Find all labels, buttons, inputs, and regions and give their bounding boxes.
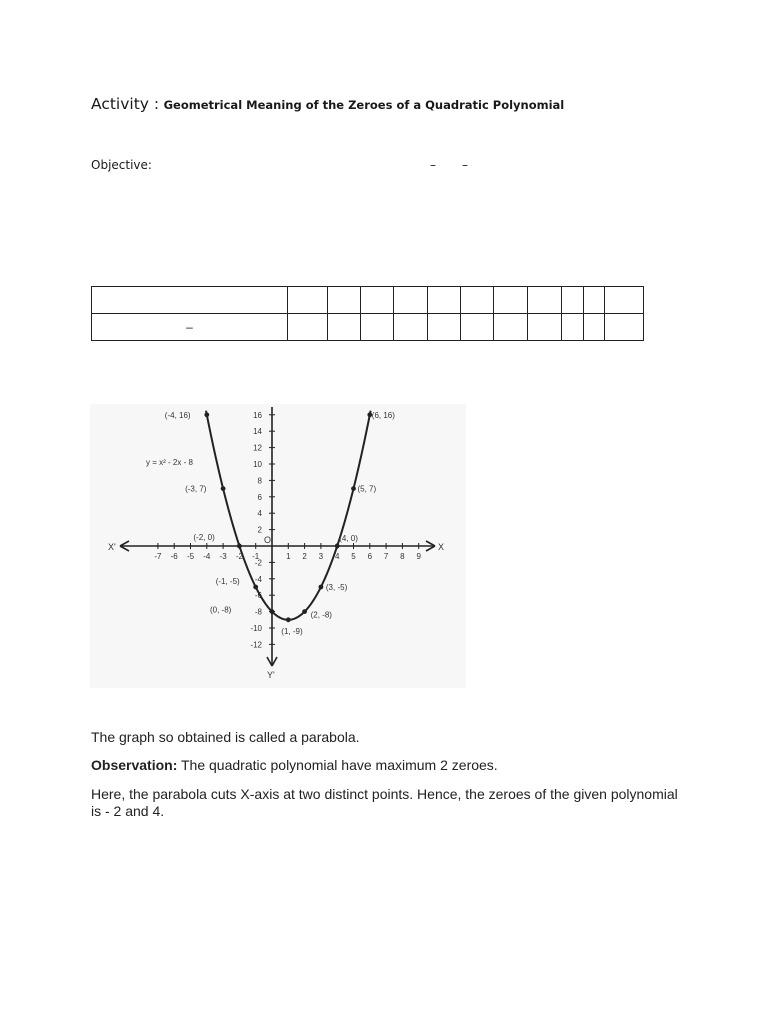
table-cell bbox=[494, 287, 528, 314]
parabola-chart-svg bbox=[90, 404, 466, 688]
objective-dash-1: – bbox=[430, 158, 436, 172]
x-axis-neg-label: X' bbox=[108, 542, 116, 552]
y-tick-label: 16 bbox=[253, 410, 262, 420]
data-point bbox=[204, 412, 209, 417]
x-tick-label: 8 bbox=[400, 552, 405, 561]
point-label: (-4, 16) bbox=[164, 410, 191, 420]
equation-label: y = x² - 2x - 8 bbox=[146, 458, 193, 467]
x-tick-label: -7 bbox=[154, 552, 162, 561]
x-tick-label: -6 bbox=[170, 552, 178, 561]
table-cell bbox=[461, 314, 494, 341]
y-tick-label: -12 bbox=[250, 640, 262, 650]
point-label: (4, 0) bbox=[339, 534, 358, 543]
point-label: (-2, 0) bbox=[193, 533, 215, 542]
point-label: (-1, -5) bbox=[215, 577, 240, 586]
y-tick-label: -10 bbox=[250, 624, 262, 633]
parabola-note: The graph so obtained is called a parabola. bbox=[91, 729, 360, 745]
data-point bbox=[286, 617, 291, 622]
activity-title: Geometrical Meaning of the Zeroes of a Quadratic Polynomial bbox=[163, 98, 565, 112]
x-tick-label: -1 bbox=[252, 552, 260, 561]
y-tick-label: 14 bbox=[253, 427, 262, 437]
table-cell bbox=[428, 287, 461, 314]
data-point bbox=[335, 544, 340, 549]
y-tick-label: -8 bbox=[254, 607, 262, 617]
table-cell bbox=[605, 314, 644, 341]
table-cell bbox=[394, 287, 428, 314]
data-point bbox=[351, 486, 356, 491]
objective-label: Objective: bbox=[91, 158, 152, 172]
y-tick-label: 12 bbox=[253, 443, 262, 453]
point-label: (5, 7) bbox=[357, 484, 377, 494]
data-point bbox=[270, 609, 275, 614]
table-cell bbox=[528, 314, 562, 341]
y-tick-label: -4 bbox=[254, 574, 262, 584]
y-axis-neg-label: Y' bbox=[267, 670, 275, 680]
table-cell bbox=[361, 314, 394, 341]
point-label: (-3, 7) bbox=[185, 484, 207, 494]
parabola-graph bbox=[90, 404, 466, 688]
objective-dash-2: – bbox=[462, 158, 468, 172]
table-cell bbox=[428, 314, 461, 341]
y-tick-label: 2 bbox=[257, 525, 262, 535]
x-tick-label: 7 bbox=[383, 552, 389, 561]
table-cell bbox=[584, 314, 605, 341]
x-tick-label: 5 bbox=[351, 552, 356, 561]
x-tick-label: -2 bbox=[235, 552, 243, 561]
table-cell bbox=[92, 287, 288, 314]
x-tick-label: 2 bbox=[302, 552, 307, 561]
observation-table bbox=[91, 286, 644, 341]
observation-label: Observation: bbox=[91, 757, 178, 773]
point-label: (1, -9) bbox=[281, 626, 303, 636]
x-tick-label: -3 bbox=[219, 552, 227, 561]
x-tick-label: 1 bbox=[286, 552, 291, 561]
table-cell bbox=[288, 287, 328, 314]
table-cell bbox=[328, 314, 361, 341]
point-label: (0, -8) bbox=[210, 605, 232, 615]
x-tick-label: 6 bbox=[367, 552, 373, 561]
origin-label: O bbox=[264, 535, 272, 545]
table-cell bbox=[584, 287, 605, 314]
data-point bbox=[237, 544, 242, 549]
table-cell bbox=[394, 314, 428, 341]
conclusion-line-1: Here, the parabola cuts X-axis at two distinct points. Hence, the zeroes of the given polynomial bbox=[91, 786, 678, 802]
point-label: (3, -5) bbox=[325, 583, 348, 592]
table-cell bbox=[461, 287, 494, 314]
table-cell: – bbox=[92, 314, 288, 341]
table-row bbox=[92, 287, 644, 314]
activity-label: Activity : bbox=[91, 95, 160, 113]
data-point bbox=[302, 609, 307, 614]
point-label: (2, -8) bbox=[310, 610, 332, 620]
table-row bbox=[92, 314, 644, 341]
table-cell bbox=[494, 314, 528, 341]
y-tick-label: 4 bbox=[257, 509, 262, 519]
table-cell bbox=[562, 287, 584, 314]
y-tick-label: 8 bbox=[257, 476, 262, 486]
x-axis-label: X bbox=[438, 542, 445, 552]
conclusion-line-2: is - 2 and 4. bbox=[91, 803, 165, 819]
table-cell bbox=[288, 314, 328, 341]
x-tick-label: 3 bbox=[318, 552, 324, 561]
x-tick-label: -4 bbox=[203, 552, 211, 561]
x-tick-label: 4 bbox=[334, 552, 340, 561]
observation-line bbox=[91, 757, 498, 774]
data-point bbox=[319, 585, 324, 590]
y-tick-label: 6 bbox=[257, 492, 262, 502]
table-cell bbox=[562, 314, 584, 341]
x-tick-label: 9 bbox=[416, 552, 421, 561]
y-tick-label: -2 bbox=[254, 558, 262, 568]
y-tick-label: -6 bbox=[254, 591, 262, 601]
y-tick-label: 10 bbox=[253, 460, 262, 469]
data-point bbox=[221, 486, 226, 491]
table-cell bbox=[328, 287, 361, 314]
table-cell bbox=[605, 287, 644, 314]
table-cell bbox=[361, 287, 394, 314]
point-label: (6, 16) bbox=[371, 410, 395, 420]
x-tick-label: -5 bbox=[186, 552, 195, 561]
table-cell bbox=[528, 287, 562, 314]
activity-heading bbox=[91, 95, 564, 114]
data-point bbox=[253, 585, 258, 590]
observation-text: The quadratic polynomial have maximum 2 zeroes. bbox=[177, 757, 498, 773]
